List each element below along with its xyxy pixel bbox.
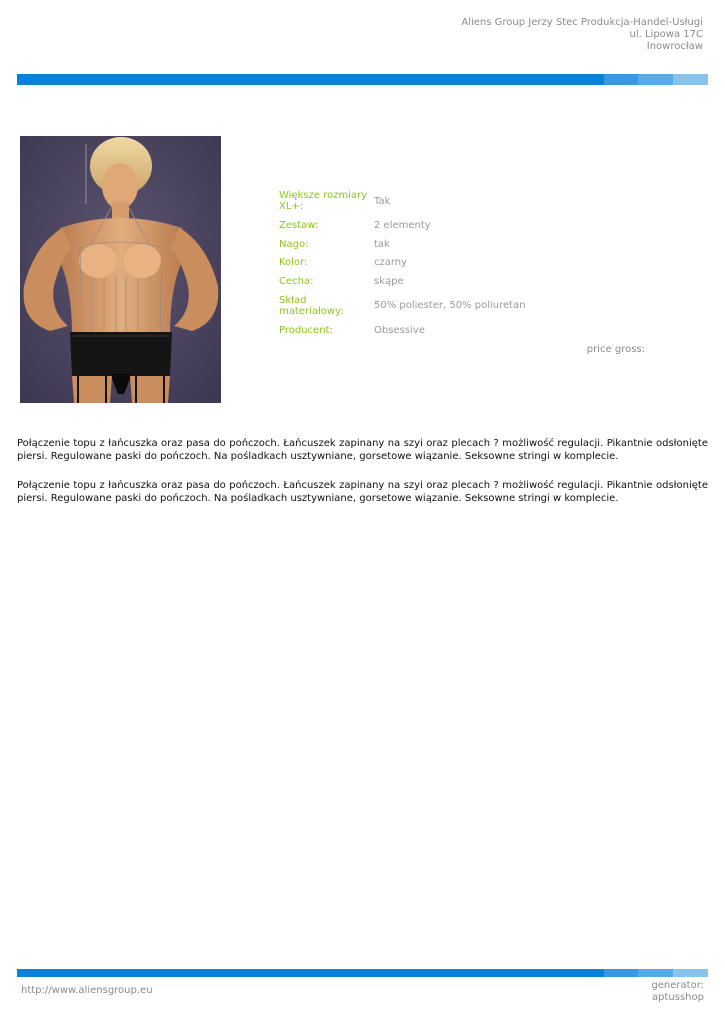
attribute-row [279, 216, 526, 235]
product-attributes-table [279, 186, 526, 339]
attribute-row [279, 321, 526, 340]
attribute-label: Cecha: [279, 275, 314, 287]
product-image [20, 136, 221, 403]
attribute-label: Skład materiałowy: [279, 294, 344, 317]
attribute-row [279, 186, 526, 216]
product-description: Połączenie topu z łańcuszka oraz pasa do pończoch. Łańcuszek zapinany na szyi oraz plecach ? możliwość regulacji. Pikantnie odsłonięte piersi. Regulowane paski do pończoch. Na pośladkach usztywniane, gorsetowe wiązanie. Seksowne stringi w komplecie. [17, 480, 708, 504]
header-color-bar [17, 74, 708, 85]
attribute-value: skąpe [374, 275, 404, 287]
attribute-row [279, 291, 526, 321]
attribute-label: Zestaw: [279, 219, 319, 231]
generator-credit [651, 980, 704, 1004]
footer-color-bar [17, 969, 708, 977]
bar-segment-1 [604, 969, 638, 977]
attribute-value: Obsessive [374, 324, 425, 336]
bar-segment-2 [638, 969, 673, 977]
attribute-value: czarny [374, 257, 408, 269]
attribute-label: Producent: [279, 324, 333, 336]
attribute-row [279, 272, 526, 291]
generator-name: aptusshop [652, 992, 704, 1003]
attribute-row [279, 235, 526, 254]
price-gross-label: price gross: [586, 344, 645, 355]
company-address [461, 17, 703, 53]
company-city: Inowrocław [646, 41, 703, 52]
company-name: Aliens Group Jerzy Stec Produkcja-Handel-Usługi [461, 17, 703, 28]
attribute-label: Większe rozmiary XL+: [279, 190, 368, 212]
company-street: ul. Lipowa 17C [629, 29, 703, 40]
bar-segment-1 [604, 74, 638, 85]
bar-segment-3 [673, 74, 708, 85]
attribute-value: Tak [374, 195, 391, 207]
bar-segment-3 [673, 969, 708, 977]
attribute-label: Kolor: [279, 257, 308, 269]
bar-main-segment [17, 969, 604, 977]
footer-website-link[interactable]: http://www.aliensgroup.eu [21, 985, 153, 996]
attribute-value: 2 elementy [374, 219, 431, 231]
product-description: Połączenie topu z łańcuszka oraz pasa do pończoch. Łańcuszek zapinany na szyi oraz plecach ? możliwość regulacji. Pikantnie odsłonięte piersi. Regulowane paski do pończoch. Na pośladkach usztywniane, gorsetowe wiązanie. Seksowne stringi w komplecie. [17, 438, 708, 462]
attribute-value: tak [374, 238, 390, 250]
bar-segment-2 [638, 74, 673, 85]
bar-main-segment [17, 74, 604, 85]
attribute-label: Nago: [279, 238, 309, 250]
generator-label: generator: [651, 980, 704, 991]
attribute-value: 50% poliester, 50% poliuretan [374, 300, 526, 312]
attribute-row [279, 253, 526, 272]
